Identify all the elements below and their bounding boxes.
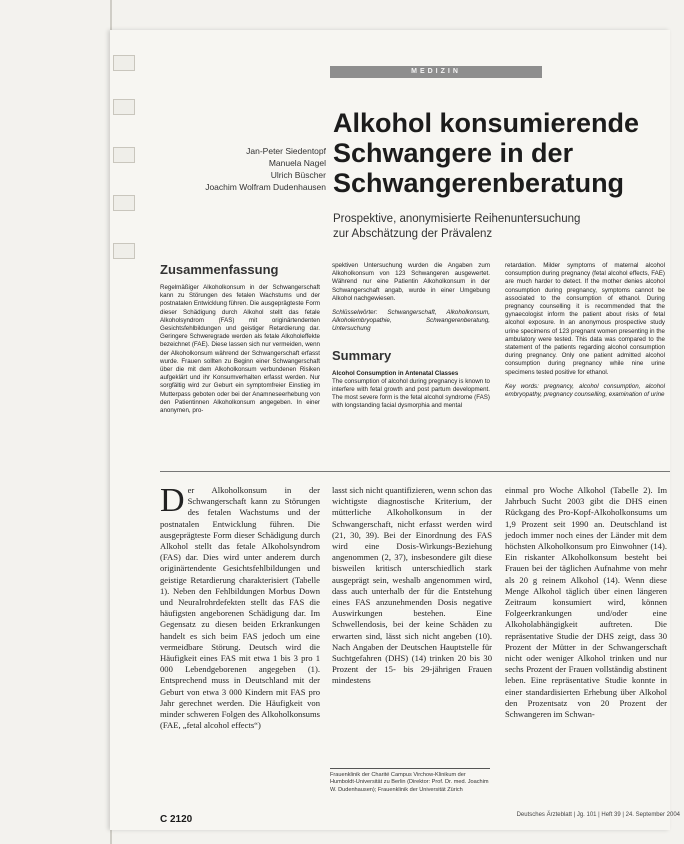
- zusammenfassung-text: Regelmäßiger Alkoholkonsum in der Schwangerschaft kann zu Störungen des fetalen Wachstums und der postnatalen Entwicklung führen. Die ausgeprägteste Form dieser Schädigung durch Alkohol stellt das fetale Alkoholsyndrom (FAS) mit originärtendenten Gesichtsfehlbildungen und geistiger Retardierung dar. Geringere Schweregrade werden als fetale Alkoholeffekte bezeichnet (FAE). Diese lassen sich nur vermeiden, wenn der Alkoholkonsum während der Schwangerschaft erfasst wurde. Frauen sollten zu Beginn einer Schwangerschaft über die mit dem Alkoholkonsum verbundenen Risiken aufgeklärt und ihr Konsumverhalten erfasst werden. Nur sorgfältig wird zur Geburt ein symptomfreier Einstieg im Mutterpass geboten oder bei der Anamneseerhebung von den Patientinnen Alkoholkonsum angegeben. In einer anonymen, pro-: [160, 284, 320, 415]
- body-col2: [332, 485, 492, 687]
- subtitle-line: Prospektive, anonymisierte Reihenuntersuchung: [333, 213, 581, 225]
- journal-citation: Deutsches Ärzteblatt | Jg. 101 | Heft 39 | 24. September 2004: [516, 812, 680, 818]
- margin-tab: [113, 243, 135, 259]
- section-label: MEDIZIN: [411, 68, 461, 75]
- body-col3: [505, 485, 667, 720]
- author: Jan-Peter Siedentopf: [246, 146, 326, 156]
- abstract-german-col1: [160, 262, 320, 415]
- summary-title: Alcohol Consumption in Antenatal Classes: [332, 369, 459, 377]
- drop-cap: D: [160, 482, 185, 519]
- body-text: einmal pro Woche Alkohol (Tabelle 2). Im Jahrbuch Sucht 2003 gibt die DHS einen Rückgang des Pro-Kopf-Alkoholkonsums um 1,9 Prozent seit 1990 an. Deutschland ist jedoch immer noch eines der Länder mit dem höchsten Alkoholkonsum pro Einwohner (14). Ein riskanter Alkoholkonsum besteht bei Frauen bei der täglichen Aufnahme von mehr als 20 g reinem Alkohol (14). Wenn diese Menge Alkohol täglich über einen längeren Zeitraum konsumiert wird, können Folgeerkrankungen und/oder eine Alkoholabhängigkeit auftreten. Die repräsentative Studie der DHS zeigt, dass 30 Prozent der Mütter in der Schwangerschaft nicht oder weniger Alkohol trinken und nur sechs Prozent der Frauen vollständig abstinent leben. Eine repräsentative Studie konnte in einer standardisierten Erhebung über Alkohol den Prozentsatz von 20 Prozent der Schwangeren im Schwan-: [505, 485, 667, 720]
- title-line: Alkohol konsumierende: [333, 108, 640, 138]
- subtitle-line: zur Abschätzung der Prävalenz: [333, 228, 493, 240]
- zusammenfassung-text-cont: spektiven Untersuchung wurden die Angaben zum Alkoholkonsum von 123 Schwangeren ausgewertet. Während nur eine Patientin Alkoholkonsum in der Schwangerschaft angab, wurde in einer Umgebung Alkohol nachgewiesen.: [332, 262, 490, 302]
- page-number: C 2120: [160, 814, 193, 825]
- author-list: [180, 145, 326, 193]
- author: Ulrich Büscher: [270, 170, 326, 180]
- margin-tab: [113, 195, 135, 211]
- body-text: er Alkoholkonsum in der Schwangerschaft kann zu Störungen des fetalen Wachstums und der postnatalen Entwicklung führen. Die ausgeprägteste Form dieser Schädigung durch Alkohol stellt das fetale Alkoholsyndrom (FAS) dar. Dies wird unter anderem durch originärtendente Gesichtsfehlbildungen und geistige Retardierung charakterisiert (Tabelle 1). Neben den Fehlbildungen Morbus Down und Neuralrohrdefekten stellt das FAS die häufigsten angeborenen Schädigung dar. Im Gegensatz zu diesen beiden Erkrankungen handelt es sich beim FAS jedoch um eine vermeidbare Störung. Deutsch wird die Häufigkeit eines FAS mit etwa 1 bis 3 pro 1 000 Lebendgeborenen angegeben (1). Entsprechend muss in Deutschland mit der Geburt von etwa 3 000 Kindern mit FAS pro Jahr gerechnet werden. Die Häufigkeit von minder schweren Folgen des Alkoholkonsums (FAE, „fetal alcohol effects“): [160, 485, 320, 731]
- author: Manuela Nagel: [268, 158, 326, 168]
- article-subtitle: [333, 212, 663, 242]
- key-words: Key words: pregnancy, alcohol consumption, alcohol embryopathy, pregnancy counselling, examination of urine: [505, 382, 665, 399]
- section-header-bar: [330, 66, 542, 78]
- margin-tab: [113, 147, 135, 163]
- body-text: lasst sich nicht quantifizieren, wenn schon das wichtigste diagnostische Kriterium, der mütterliche Alkoholkonsum in der Schwangerschaft, nicht erfasst werden wird (21, 30, 39). Bei der Einordnung des FAS wird eine Dosis-Wirkungs-Beziehung angenommen (2, 37), insbesondere gilt diese bisweilen kritisch unterschiedlich stark ausgeprägt sein, weshalb angenommen wird, dass auch unterhalb der für die Entstehung eines FAS anzunehmenden Dosis negative Auswirkungen bestehen. Eine Schwellendosis, bei der keine Schäden zu erwarten sind, lässt sich nicht angeben (10). Nach Angaben der Deutschen Hauptstelle für Suchtgefahren (DHS) (14) trinken 20 bis 30 Prozent der 15- bis 29-jährigen Frauen mindestens: [332, 485, 492, 686]
- title-line: Schwangere in der: [333, 138, 574, 168]
- schluesselwoerter: Schlüsselwörter: Schwangerschaft, Alkoholkonsum, Alkoholembryopathie, Schwangerenberatung, Untersuchung: [332, 309, 490, 333]
- summary-text-cont: retardation. Milder symptoms of maternal alcohol consumption during pregnancy (fetal alcohol effects, FAE) are much harder to detect. If the mother denies alcohol consumption during pregnancy, symptoms cannot be associated to the consumption of ethanol. During pregnancy counselling it is recommended that the gynaecologist inform the patient about risks of fetal alcohol exposure. In an anonymous prospective study urine specimens of 123 pregnant women presenting in the ambulatory were tested. This data was compared to the statement of the patients regarding alcohol consumption during pregnancy. Only one patient admitted alcohol consumption during pregnancy while nine urine specimens tested positive for ethanol.: [505, 262, 665, 376]
- author: Joachim Wolfram Dudenhausen: [205, 182, 326, 192]
- article-title: [333, 108, 673, 198]
- summary-heading: Summary: [332, 347, 392, 363]
- zusammenfassung-heading: Zusammenfassung: [160, 262, 279, 277]
- margin-tab: [113, 99, 135, 115]
- affiliation-footnote: Frauenklinik der Charité Campus Virchow-Klinikum der Humboldt-Universität zu Berlin (Direktor: Prof. Dr. med. Joachim W. Dudenhausen); Frauenklinik der Universität Zürich: [330, 768, 490, 794]
- body-col1: [160, 482, 320, 731]
- margin-tab: [113, 55, 135, 71]
- abstract-col2: [332, 262, 490, 411]
- abstract-divider: [160, 471, 670, 472]
- summary-text: The consumption of alcohol during pregnancy is known to interfere with fetal growth and post partum development. The most severe form is the fetal alcohol syndrome (FAS) with longstanding facial dysmorphia and mental: [332, 377, 490, 410]
- abstract-col3: [505, 262, 665, 399]
- margin-tabs: [113, 55, 135, 295]
- title-line: Schwangerenberatung: [333, 168, 625, 198]
